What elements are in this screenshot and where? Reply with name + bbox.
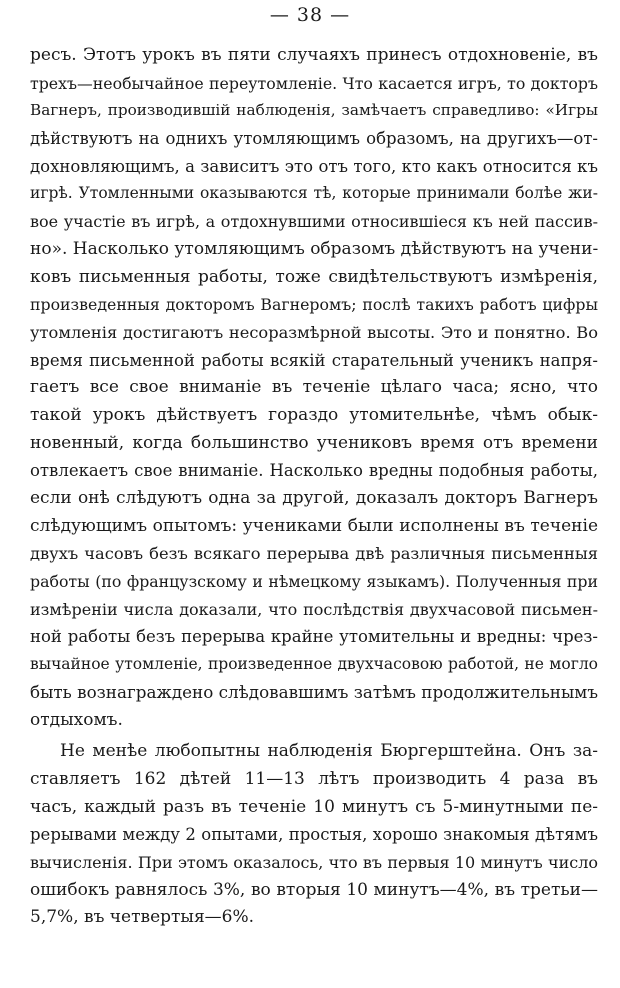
text-line: рерывами между 2 опытами, простыя, хорошо знакомыя дѣтямъ: [30, 825, 598, 845]
text-line: дѣйствуютъ на однихъ утомляющимъ образомъ, на другихъ—от-: [30, 129, 598, 149]
text-line: работы (по французскому и нѣмецкому языкамъ). Полученныя при: [30, 572, 598, 592]
text-line: новенный, когда большинство учениковъ время отъ времени: [30, 432, 598, 453]
text-line: ной работы безъ перерыва крайне утомительны и вредны: чрез-: [30, 627, 598, 647]
paragraph-2: [30, 738, 598, 932]
text-line: произведенныя докторомъ Вагнеромъ; послѣ такихъ работъ цифры: [30, 295, 598, 315]
text-line: часъ, каждый разъ въ теченіе 10 минутъ съ 5-минутными пе-: [30, 796, 598, 817]
text-line: вычисленія. При этомъ оказалось, что въ первыя 10 минутъ число: [30, 852, 598, 872]
text-line: слѣдующимъ опытомъ: учениками были исполнены въ теченіе: [30, 515, 598, 536]
text-line: отвлекаетъ свое вниманіе. Насколько вредны подобныя работы,: [30, 461, 598, 481]
paragraph-1: [30, 42, 598, 734]
body-text: [30, 42, 598, 932]
text-line: ставляетъ 162 дѣтей 11—13 лѣтъ производить 4 раза въ: [30, 768, 598, 789]
text-line: ресъ. Этотъ урокъ въ пяти случаяхъ принесъ отдохновеніе, въ: [30, 45, 598, 65]
text-line: такой урокъ дѣйствуетъ гораздо утомительнѣе, чѣмъ обык-: [30, 404, 598, 425]
text-line: трехъ—необычайное переутомленіе. Что касается игръ, то докторъ: [30, 73, 598, 93]
text-line: но». Насколько утомляющимъ образомъ дѣйствуютъ на учени-: [30, 238, 598, 259]
text-line: двухъ часовъ безъ всякаго перерыва двѣ различныя письменныя: [30, 544, 598, 564]
page-number: — 38 —: [269, 4, 351, 26]
text-line: 5,7%, въ четвертыя—6%.: [30, 907, 255, 928]
text-line: вычайное утомленіе, произведенное двухчасовою работой, не могло: [30, 655, 598, 674]
text-line: утомленія достигаютъ несоразмѣрной высоты. Это и понятно. Во: [30, 322, 598, 342]
text-line: быть вознаграждено слѣдовавшимъ затѣмъ продолжительнымъ: [30, 681, 598, 702]
text-line: если онѣ слѣдуютъ одна за другой, доказалъ докторъ Вагнеръ: [30, 488, 598, 508]
text-line: дохновляющимъ, а зависитъ это отъ того, кто какъ относится къ: [30, 156, 598, 176]
text-line: игрѣ. Утомленными оказываются тѣ, которые принимали болѣе жи-: [30, 184, 598, 203]
text-line: вое участіе въ игрѣ, а отдохнувшими относившіеся къ ней пассив-: [30, 212, 598, 232]
text-line: Вагнеръ, производившій наблюденія, замѣчаетъ справедливо: «Игры: [30, 101, 598, 120]
text-line: гаетъ все свое вниманіе въ теченіе цѣлаго часа; ясно, что: [30, 377, 598, 398]
text-line: Не менѣе любопытны наблюденія Бюргерштейна. Онъ за-: [60, 741, 598, 762]
text-line: отдыхомъ.: [30, 709, 123, 730]
text-line: время письменной работы всякій старательный ученикъ напря-: [30, 350, 598, 370]
text-line: ковъ письменныя работы, тоже свидѣтельствуютъ измѣренія,: [30, 266, 598, 287]
text-line: ошибокъ равнялось 3%, во вторыя 10 минутъ—4%, въ третьи—: [30, 879, 598, 900]
text-line: измѣреніи числа доказали, что послѣдствія двухчасовой письмен-: [30, 599, 598, 619]
